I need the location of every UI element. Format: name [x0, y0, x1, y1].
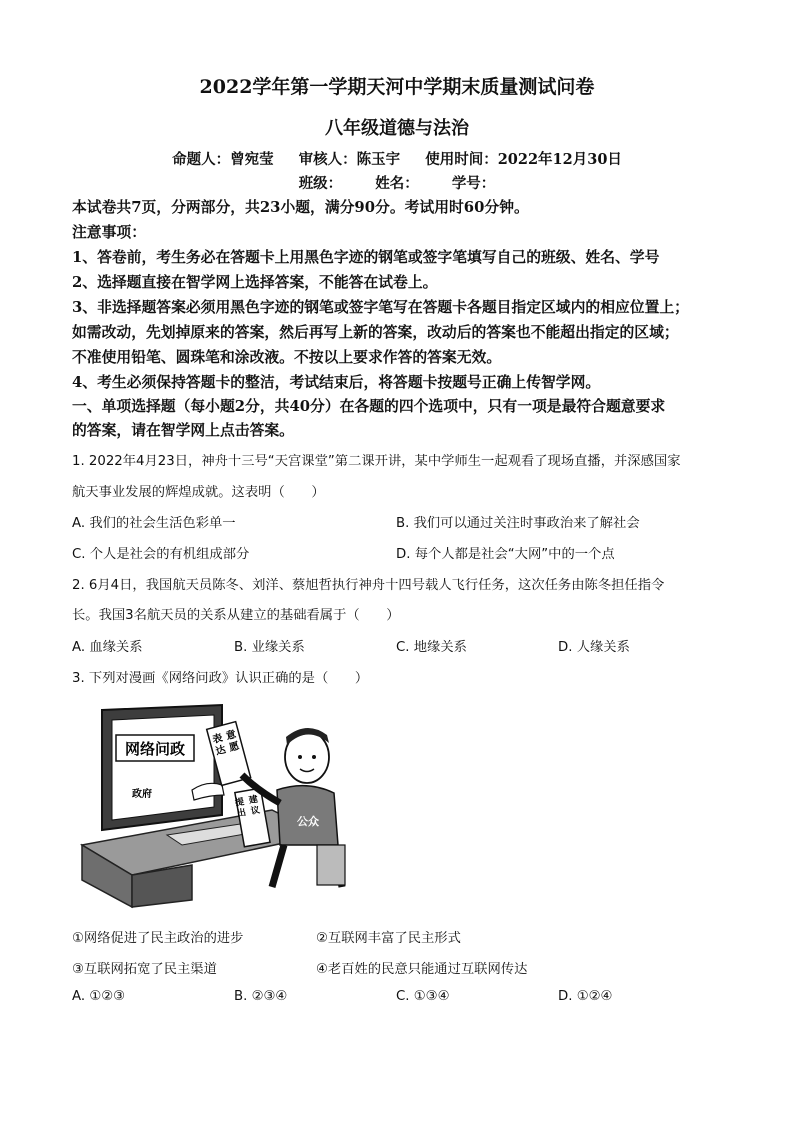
q3-stem: 3. 下列对漫画《网络问政》认识正确的是（ ）: [72, 671, 369, 686]
screen-title: 网络问政: [124, 740, 186, 758]
q1-option-b: B. 我们可以通过关注时事政治来了解社会: [396, 516, 640, 531]
card1-text-char: 表: [211, 732, 224, 746]
section1-heading-b: 的答案，请在智学网上点击答案。: [72, 422, 294, 439]
chair: [317, 845, 345, 885]
q3-option-d: D. ①②④: [558, 989, 613, 1004]
q3-option-b: B. ②③④: [234, 989, 288, 1004]
student-info: [0, 172, 794, 193]
gov-label: 政府: [132, 789, 152, 800]
note-1: 1、答卷前，考生务必在答题卡上用黑色字迹的钢笔或签字笔填写自己的班级、姓名、学号: [72, 249, 660, 266]
q3-statement-3: ③互联网拓宽了民主渠道: [72, 962, 217, 977]
card1-text-char: 愿: [228, 740, 241, 754]
notes-title: 注意事项：: [72, 224, 146, 241]
class-label: 班级：: [298, 175, 343, 192]
card2-text-char: 议: [250, 805, 261, 818]
person-label: 公众: [297, 815, 319, 828]
q2-stem-line1: 2. 6月4日，我国航天员陈冬、刘洋、蔡旭哲执行神舟十四号载人飞行任务，这次任务由陈冬担任指令: [72, 578, 665, 593]
card2-text-char: 提: [234, 797, 246, 809]
q2-option-a: A. 血缘关系: [72, 640, 143, 655]
q3-option-a: A. ①②③: [72, 989, 126, 1004]
exam-summary: 本试卷共7页，分两部分，共23小题，满分90分。考试用时60分钟。: [72, 199, 529, 216]
q3-option-c: C. ①③④: [396, 989, 450, 1004]
q1-option-d: D. 每个人都是社会“大网”中的一个点: [396, 547, 615, 562]
reviewer: 审核人：陈玉宇: [298, 151, 401, 168]
setter: 命题人：曾宛莹: [172, 151, 274, 168]
exam-meta: [0, 148, 794, 169]
note-2: 2、选择题直接在智学网上选择答案，不能答在试卷上。: [72, 274, 438, 291]
exam-title: 2022学年第一学期天河中学期末质量测试问卷: [199, 76, 595, 98]
q2-stem-line2: 长。我国3名航天员的关系从建立的基础看属于（ ）: [72, 608, 400, 623]
q1-option-a: A. 我们的社会生活色彩单一: [72, 516, 236, 531]
use-date: 使用时间：2022年12月30日: [425, 151, 622, 168]
cartoon-online-governance: [72, 695, 350, 910]
q2-option-c: C. 地缘关系: [396, 640, 467, 655]
q3-statement-2: ②互联网丰富了民主形式: [316, 931, 461, 946]
section1-heading-a: 一、单项选择题（每小题2分，共40分）在各题的四个选项中，只有一项是最符合题意要求: [72, 398, 666, 415]
q1-option-c: C. 个人是社会的有机组成部分: [72, 547, 250, 562]
id-label: 学号：: [451, 175, 496, 192]
card2-text-char: 出: [236, 808, 247, 820]
q3-statement-4: ④老百姓的民意只能通过互联网传达: [316, 962, 528, 977]
exam-subject: 八年级道德与法治: [325, 118, 469, 139]
name-label: 姓名：: [375, 175, 419, 192]
monitor-screen: [112, 715, 214, 820]
q1-stem-line2: 航天事业发展的辉煌成就。这表明（ ）: [72, 485, 325, 500]
q2-option-b: B. 业缘关系: [234, 640, 305, 655]
card1-text-char: 达: [214, 744, 227, 758]
card2-text-char: 建: [248, 794, 259, 807]
note-3a: 3、非选择题答案必须用黑色字迹的钢笔或签字笔写在答题卡各题目指定区域内的相应位置上；: [72, 299, 689, 316]
q1-stem-line1: 1. 2022年4月23日，神舟十三号“天宫课堂”第二课开讲，某中学师生一起观看了现场直播，并深感国家: [72, 454, 681, 469]
note-3b: 如需改动，先划掉原来的答案，然后再写上新的答案，改动后的答案也不能超出指定的区域；: [72, 324, 679, 341]
q2-option-d: D. 人缘关系: [558, 640, 630, 655]
note-4: 4、考生必须保持答题卡的整洁，考试结束后，将答题卡按题号正确上传智学网。: [72, 374, 601, 391]
card1-text-char: 意: [224, 729, 238, 743]
note-3c: 不准使用铅笔、圆珠笔和涂改液。不按以上要求作答的答案无效。: [72, 349, 502, 366]
q3-statement-1: ①网络促进了民主政治的进步: [72, 931, 244, 946]
